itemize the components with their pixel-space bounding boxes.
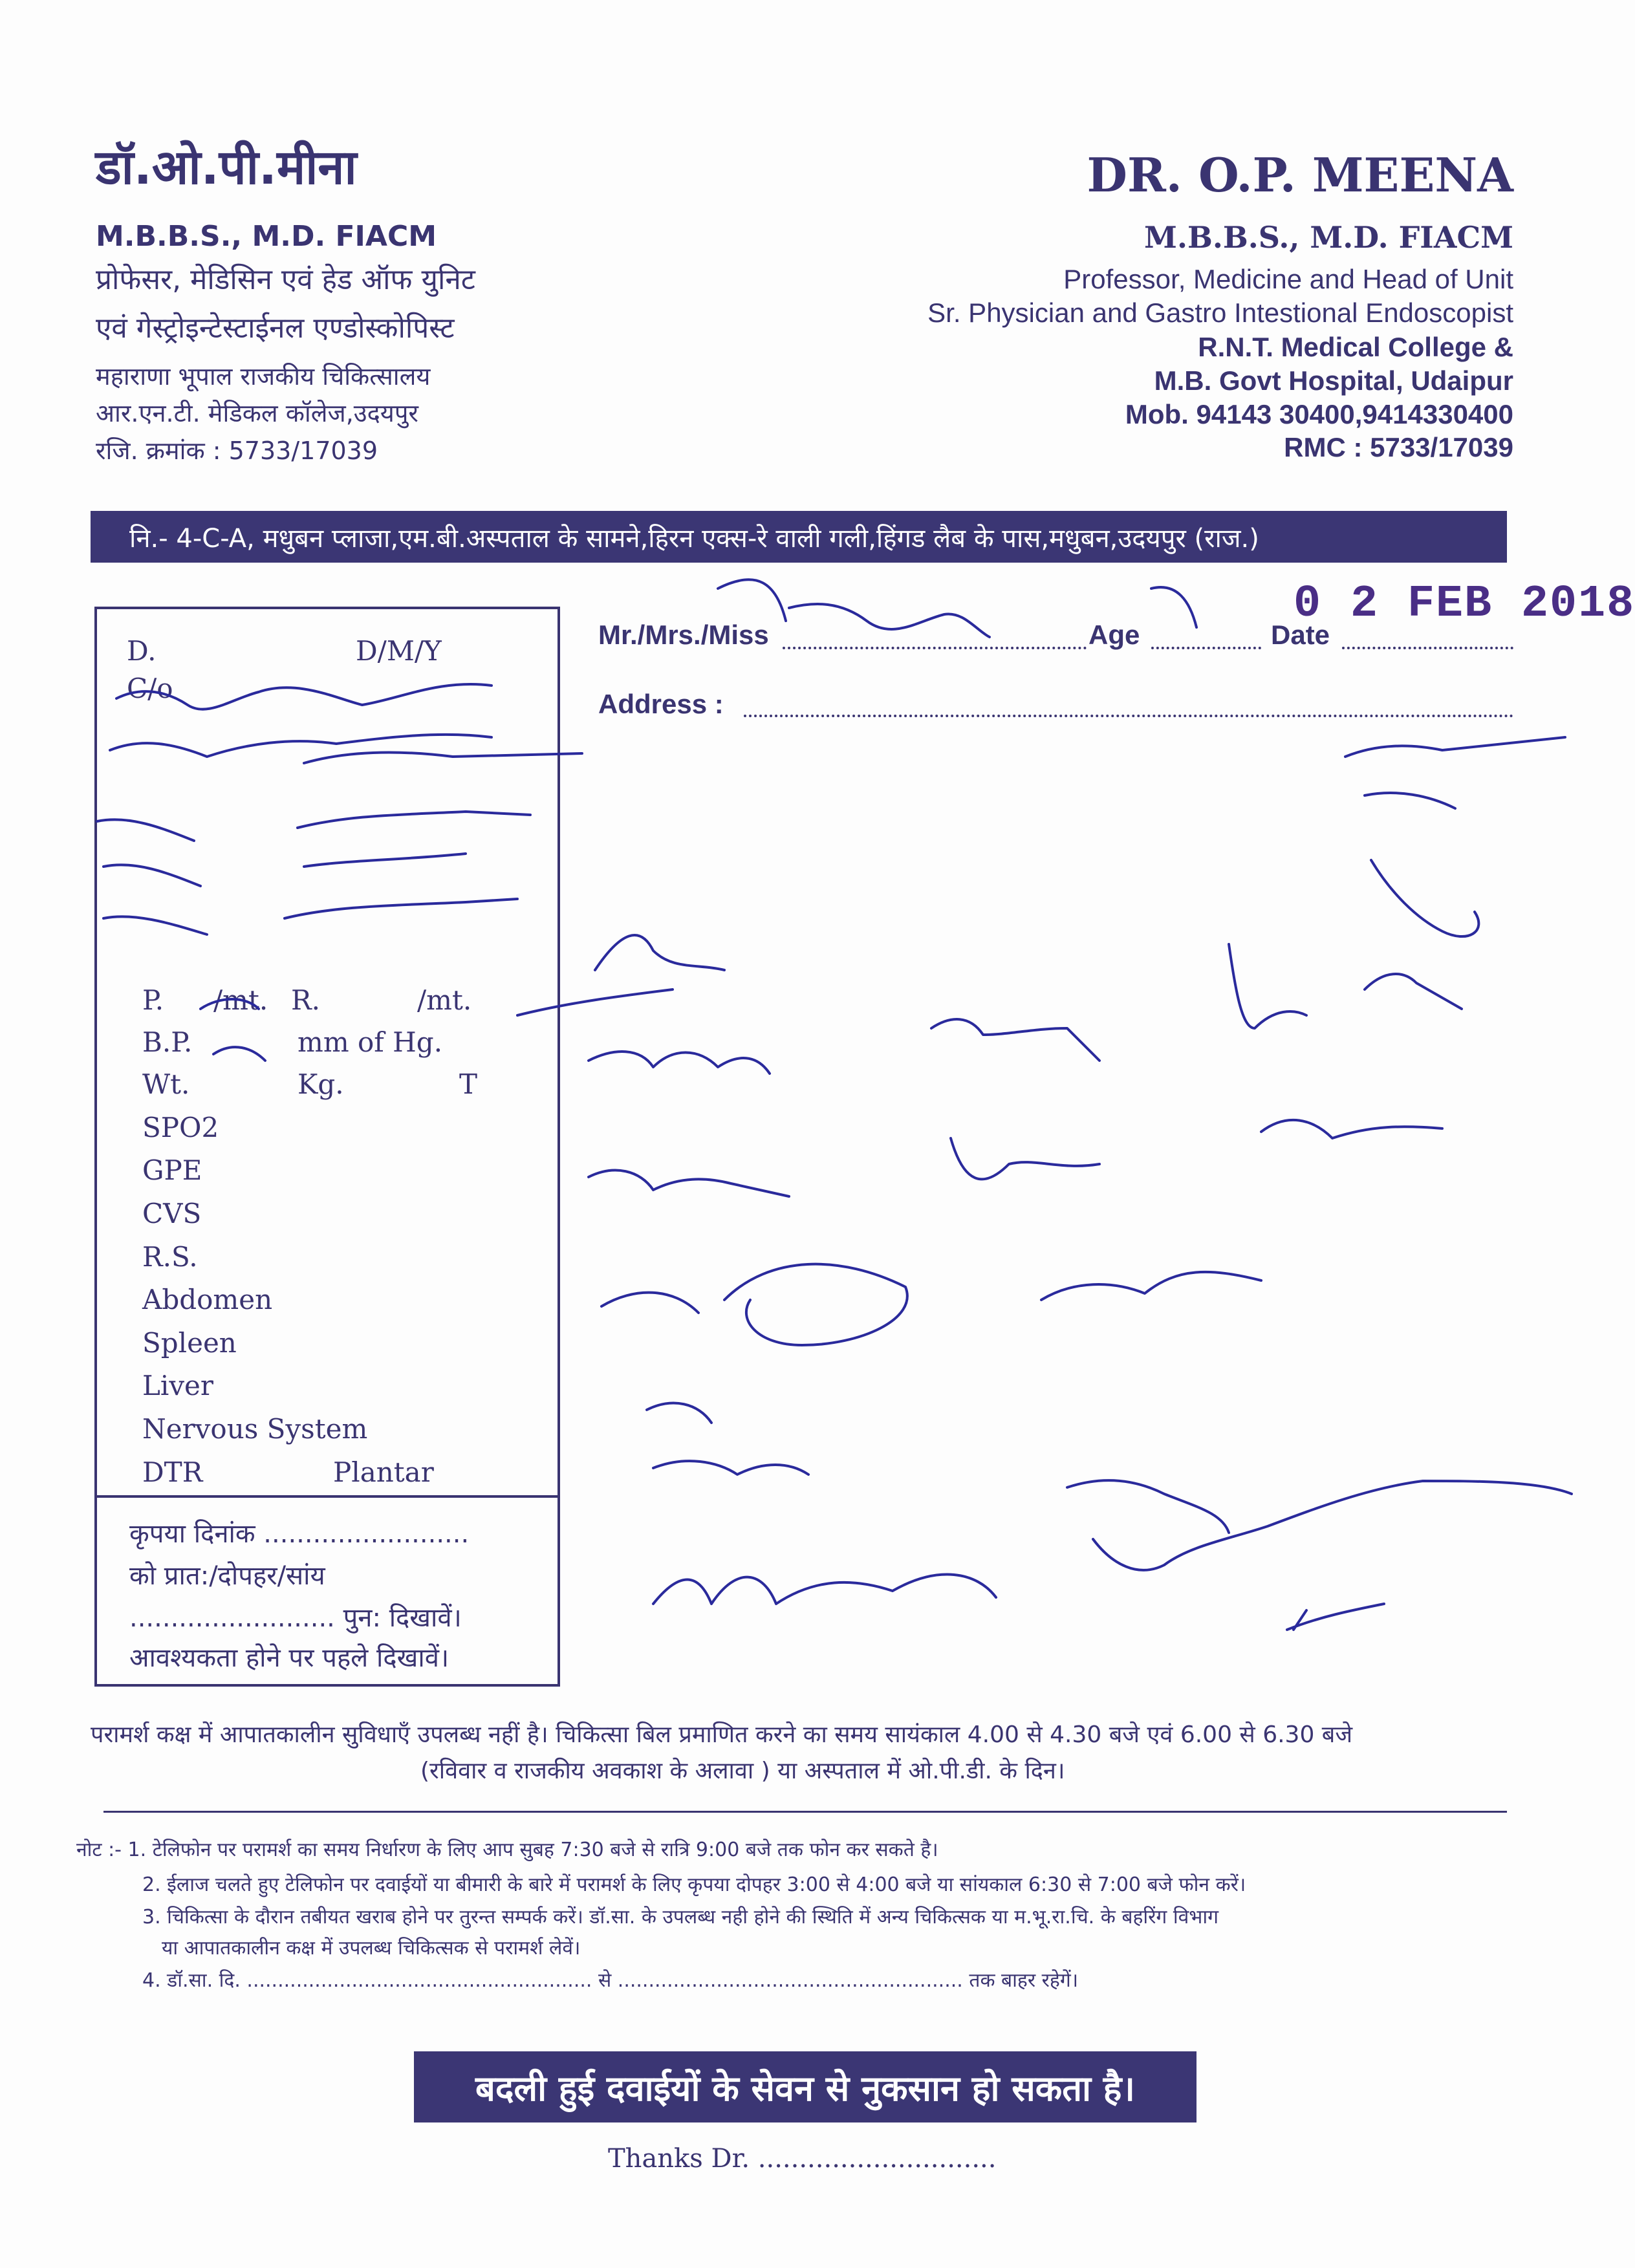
address-banner: नि.- 4-C-A, मधुबन प्लाजा,एम.बी.अस्पताल के सामने,हिरन एक्स-रे वाली गली,हिंगड लैब के पास,मधुबन,उदयपुर (राज.) bbox=[91, 511, 1507, 563]
resp-unit: /mt. bbox=[417, 984, 472, 1016]
degree-right: M.B.B.S., M.D. FIACM bbox=[1144, 220, 1513, 255]
abdomen-label: Abdomen bbox=[142, 1284, 273, 1315]
date-label: Date bbox=[1271, 620, 1330, 650]
d-label: D. bbox=[127, 635, 157, 667]
note-1: नोट :- 1. टेलिफोन पर परामर्श का समय निर्धारण के लिए आप सुबह 7:30 बजे से रात्रि 9:00 बजे तक फोन कर सकते है। bbox=[76, 1839, 938, 1861]
note-2: 2. ईलाज चलते हुए टेलिफोन पर दवाईयों या बीमारी के बारे में परामर्श के लिए कृपया दोपहर 3:00 से 4:00 बजे या सांयकाल 6:30 से 7:00 बजे फोन करें। bbox=[142, 1874, 1246, 1896]
english-line-1: Professor, Medicine and Head of Unit bbox=[1063, 264, 1513, 294]
dtr-label: DTR bbox=[142, 1456, 203, 1488]
temp-label: T bbox=[459, 1068, 478, 1100]
name-label: Mr./Mrs./Miss bbox=[598, 620, 769, 650]
followup-line-1: कृपया दिनांक ......................... bbox=[129, 1519, 470, 1549]
rs-label: R.S. bbox=[142, 1241, 198, 1273]
english-line-5: Mob. 94143 30400,9414330400 bbox=[1125, 399, 1513, 429]
date-stamp: 0 2 FEB 2018 bbox=[1294, 579, 1635, 630]
hindi-line-1: प्रोफेसर, मेडिसिन एवं हेड ऑफ युनिट bbox=[96, 263, 475, 296]
age-label: Age bbox=[1088, 620, 1140, 650]
notice-line-2: (रविवार व राजकीय अवकाश के अलावा ) या अस्पताल में ओ.पी.डी. के दिन। bbox=[420, 1758, 1065, 1784]
bp-label: B.P. bbox=[142, 1026, 193, 1058]
spo2-label: SPO2 bbox=[142, 1112, 219, 1143]
hindi-line-5: रजि. क्रमांक : 5733/17039 bbox=[96, 437, 378, 465]
thanks-line: Thanks Dr. ............................. bbox=[608, 2144, 997, 2174]
doctor-name-english: DR. O.P. MEENA bbox=[1087, 147, 1513, 202]
pulse-unit: /mt. bbox=[213, 984, 268, 1016]
english-line-3: R.N.T. Medical College & bbox=[1198, 332, 1513, 362]
doctor-name-hindi: डॉ.ओ.पी.मीना bbox=[96, 140, 357, 195]
note-3a: 3. चिकित्सा के दौरान तबीयत खराब होने पर तुरन्त सम्पर्क करें। डॉ.सा. के उपलब्ध नही होने की स्थिति में अन्य चिकित्सक या म.भू.रा.चि. के बहरिंग विभाग bbox=[142, 1906, 1219, 1928]
resp-label: R. bbox=[291, 984, 320, 1016]
pulse-label: P. bbox=[142, 984, 164, 1016]
warning-banner: बदली हुई दवाईयों के सेवन से नुकसान हो सकता है। bbox=[414, 2051, 1196, 2122]
followup-line-2: को प्रात:/दोपहर/सांय bbox=[129, 1561, 325, 1591]
note-3b: या आपातकालीन कक्ष में उपलब्ध चिकित्सक से परामर्श लेवें। bbox=[162, 1937, 581, 1960]
spleen-label: Spleen bbox=[142, 1327, 237, 1359]
gpe-label: GPE bbox=[142, 1154, 202, 1186]
followup-line-4: आवश्यकता होने पर पहले दिखावें। bbox=[129, 1643, 449, 1673]
footer-rule bbox=[103, 1811, 1507, 1813]
followup-line-3: ......................... पुन: दिखावें। bbox=[129, 1603, 462, 1633]
english-line-4: M.B. Govt Hospital, Udaipur bbox=[1154, 365, 1513, 396]
hindi-line-4: आर.एन.टी. मेडिकल कॉलेज,उदयपुर bbox=[96, 399, 418, 427]
plantar-label: Plantar bbox=[333, 1456, 434, 1488]
bp-unit: mm of Hg. bbox=[298, 1026, 443, 1058]
english-line-2: Sr. Physician and Gastro Intestional Endoscopist bbox=[927, 297, 1513, 328]
degree-left: M.B.B.S., M.D. FIACM bbox=[96, 220, 437, 253]
co-label: C/o bbox=[127, 673, 173, 704]
address-label: Address : bbox=[598, 689, 724, 719]
hindi-line-3: महाराणा भूपाल राजकीय चिकित्सालय bbox=[96, 362, 431, 391]
nervous-system-label: Nervous System bbox=[142, 1413, 368, 1445]
hindi-line-2: एवं गेस्ट्रोइन्टेस्टाईनल एण्डोस्कोपिस्ट bbox=[96, 312, 455, 345]
cvs-label: CVS bbox=[142, 1198, 202, 1229]
notice-line-1: परामर्श कक्ष में आपातकालीन सुविधाएँ उपलब्ध नहीं है। चिकित्सा बिल प्रमाणित करने का समय सायंकाल 4.00 से 4.30 बजे एवं 6.00 से 6.30 बजे bbox=[91, 1722, 1353, 1748]
liver-label: Liver bbox=[142, 1370, 213, 1401]
english-line-6: RMC : 5733/17039 bbox=[1284, 432, 1513, 462]
note-4: 4. डॉ.सा. दि. ........................................................ से ........................................................ तक बाहर रहेगें। bbox=[142, 1969, 1079, 1992]
dmy-label: D/M/Y bbox=[356, 635, 442, 667]
wt-unit: Kg. bbox=[298, 1068, 344, 1100]
wt-label: Wt. bbox=[142, 1068, 190, 1100]
